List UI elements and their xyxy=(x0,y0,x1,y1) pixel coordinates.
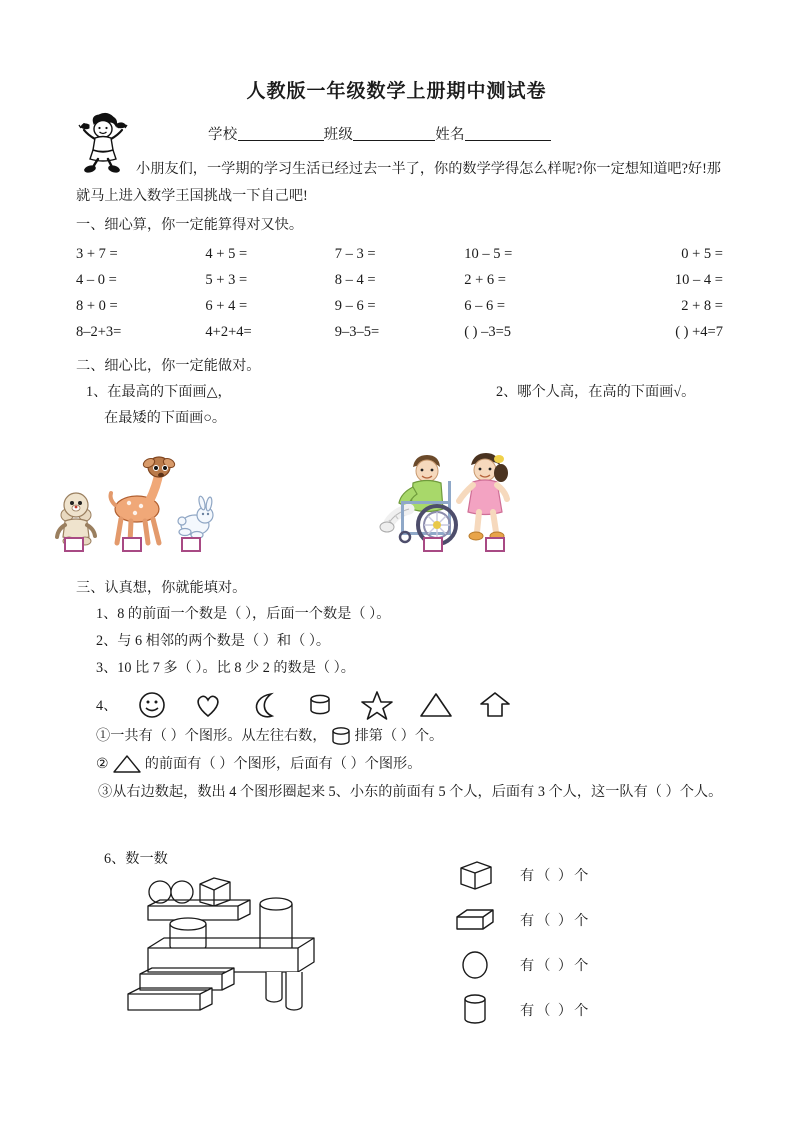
section2-heading: 二、细心比，你一定能做对。 xyxy=(76,358,261,374)
cylinder-icon xyxy=(305,690,335,720)
answer-box[interactable] xyxy=(423,537,443,552)
calc-cell[interactable]: 6 + 4 = xyxy=(205,298,248,314)
star-icon xyxy=(361,689,393,721)
page-title: 人教版一年级数学上册期中测试卷 xyxy=(246,81,547,102)
section3-q4b-part2: 的前面有（ ）个图形，后面有（ ）个图形。 xyxy=(144,756,422,772)
calc-cell[interactable]: 8 – 4 = xyxy=(334,272,376,288)
shape-sequence-row xyxy=(0,688,793,722)
section3-q3[interactable]: 3、10 比 7 多（ ）。比 8 少 2 的数是（ ）。 xyxy=(96,660,355,676)
calc-cell[interactable]: 9 – 6 = xyxy=(334,298,376,314)
section3-heading: 三、认真想，你就能填对。 xyxy=(76,580,247,596)
heart-icon xyxy=(193,690,223,720)
calc-cell[interactable]: 4 + 5 = xyxy=(205,246,248,262)
calc-cell[interactable]: 9–3–5= xyxy=(334,324,380,340)
intro-text: 小朋友们，一学期的学习生活已经过去一半了，你的数学学得怎么样呢?你一定想知道吧?好!那就马上进入数学王国挑战一下自己吧! xyxy=(76,161,721,204)
calc-cell[interactable]: 4 – 0 = xyxy=(76,272,117,288)
cylinder-icon xyxy=(329,725,353,747)
name-blank[interactable] xyxy=(465,125,551,141)
class-label: 班级 xyxy=(323,127,354,143)
count-row-cuboid-text[interactable]: 有（ ）个 xyxy=(520,912,591,929)
count-row-cube xyxy=(452,852,752,897)
answer-box[interactable] xyxy=(485,537,505,552)
count-row-cube-text[interactable]: 有（ ）个 xyxy=(520,867,591,884)
calc-cell[interactable]: ( ) +4=7 xyxy=(675,324,723,340)
section1-heading: 一、细心算，你一定能算得对又快。 xyxy=(76,217,304,233)
up-arrow-icon xyxy=(479,690,511,720)
answer-box[interactable] xyxy=(181,537,201,552)
triangle-icon xyxy=(112,753,142,775)
calc-cell[interactable]: 4+2+4= xyxy=(205,324,252,340)
section2-q2: 2、哪个人高，在高的下面画√。 xyxy=(496,384,696,400)
crescent-moon-icon xyxy=(249,690,279,720)
section3-q4a-part2: 排第（ ）个。 xyxy=(354,728,444,744)
section3-q1[interactable]: 1、8 的前面一个数是（ ），后面一个数是（ ）。 xyxy=(96,606,391,622)
answer-box[interactable] xyxy=(64,537,84,552)
section3-q4a[interactable] xyxy=(0,722,793,750)
sphere-icon xyxy=(452,948,498,982)
triangle-icon xyxy=(419,690,453,720)
section3-q2[interactable]: 2、与 6 相邻的两个数是（ ）和（ ）。 xyxy=(96,633,331,649)
section6-count-solids xyxy=(0,848,793,1038)
arithmetic-grid xyxy=(0,241,793,345)
section3-q4c[interactable] xyxy=(0,778,793,806)
section3-q4a-part1: ①一共有（ ）个图形。从左往右数， xyxy=(96,728,327,744)
school-label: 学校 xyxy=(208,127,238,143)
geometric-solids-stack-icon xyxy=(118,870,328,1020)
section2-questions xyxy=(0,379,793,431)
calc-cell[interactable]: 2 + 8 = xyxy=(681,298,723,314)
count-row-cuboid xyxy=(452,897,752,942)
calc-cell[interactable]: ( ) –3=5 xyxy=(464,324,512,340)
count-row-cylinder-text[interactable]: 有（ ）个 xyxy=(520,1002,591,1019)
calc-cell[interactable]: 7 – 3 = xyxy=(334,246,376,262)
calc-cell[interactable]: 6 – 6 = xyxy=(464,298,505,314)
name-label: 姓名 xyxy=(435,127,465,143)
cube-icon xyxy=(452,858,498,892)
count-row-sphere xyxy=(452,942,752,987)
smiley-face-icon xyxy=(137,690,167,720)
section3-q4c-text: ③从右边数起，数出 4 个图形圈起来 5、小东的前面有 5 个人，后面有 3 个人，这一队有（ ）个人。 xyxy=(98,784,723,800)
section2-pictures xyxy=(0,437,793,557)
section6-heading: 6、数一数 xyxy=(104,851,168,867)
section2-q1-line1: 1、在最高的下面画△， xyxy=(86,384,232,400)
answer-box[interactable] xyxy=(122,537,142,552)
count-row-sphere-text[interactable]: 有（ ）个 xyxy=(520,957,591,974)
section2-q1-line2: 在最矮的下面画○。 xyxy=(104,410,227,426)
section3-q4b[interactable] xyxy=(0,750,793,778)
calc-cell[interactable]: 5 + 3 = xyxy=(205,272,248,288)
cuboid-icon xyxy=(452,903,498,937)
calc-cell[interactable]: 0 + 5 = xyxy=(681,246,723,262)
calc-cell[interactable]: 8 + 0 = xyxy=(76,298,118,314)
jumping-child-illustration-icon xyxy=(76,112,130,174)
shape-sequence-label: 4、 xyxy=(96,698,118,714)
solid-count-list xyxy=(452,852,752,1032)
class-blank[interactable] xyxy=(353,125,435,141)
people-comparison-group xyxy=(375,437,527,555)
intro-section xyxy=(0,156,793,210)
calc-cell[interactable]: 10 – 4 = xyxy=(674,272,723,288)
calc-cell[interactable]: 8–2+3= xyxy=(76,324,122,340)
calc-cell[interactable]: 10 – 5 = xyxy=(464,246,513,262)
calc-cell[interactable]: 3 + 7 = xyxy=(76,246,118,262)
section3-q4b-part1: ② xyxy=(96,756,109,772)
calc-cell[interactable]: 2 + 6 = xyxy=(464,272,506,288)
count-row-cylinder xyxy=(452,987,752,1032)
school-blank[interactable] xyxy=(238,125,324,141)
animals-comparison-group xyxy=(45,437,225,555)
cylinder-icon xyxy=(452,991,498,1029)
